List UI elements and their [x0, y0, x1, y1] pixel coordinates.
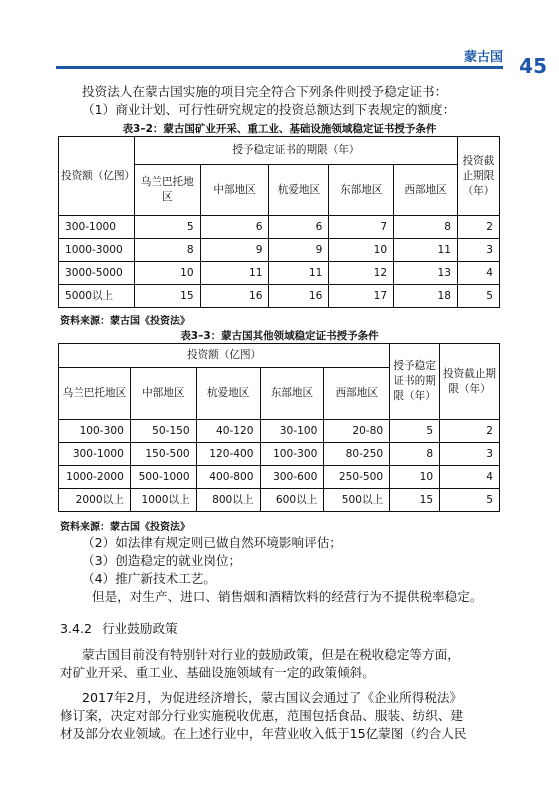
table2-cell: 150-500 — [130, 443, 196, 466]
header-rule — [56, 66, 503, 69]
table2-cell: 2 — [440, 420, 500, 443]
table2-source: 资料来源：蒙古国《投资法》 — [60, 522, 190, 533]
table2-region: 西部地区 — [324, 368, 390, 420]
table1-cell: 16 — [269, 285, 329, 308]
table1-cell: 12 — [329, 262, 394, 285]
table1-region: 乌兰巴托地区 — [134, 165, 200, 216]
table-row — [59, 216, 500, 239]
table2-region: 杭爱地区 — [196, 368, 260, 420]
table1-cell: 3 — [457, 239, 499, 262]
condition-4: （4）推广新技术工艺。 — [82, 571, 216, 586]
table1-cell: 16 — [200, 285, 269, 308]
table2-caption: 表3–3：蒙古国其他领域稳定证书授予条件 — [180, 330, 379, 342]
table2-cell: 2000以上 — [59, 489, 131, 512]
table2-cell: 4 — [440, 466, 500, 489]
table1-region: 杭爱地区 — [269, 165, 329, 216]
table2-cell: 50-150 — [130, 420, 196, 443]
table1-cell: 11 — [394, 239, 458, 262]
table2-cell: 20-80 — [324, 420, 390, 443]
table1-region: 中部地区 — [200, 165, 269, 216]
table1-cell: 6 — [269, 216, 329, 239]
table1-region: 东部地区 — [329, 165, 394, 216]
table1-cell: 11 — [269, 262, 329, 285]
condition-3: （3）创造稳定的就业岗位； — [82, 553, 242, 568]
table2-deadline-header: 投资截止期限（年） — [440, 344, 500, 420]
intro-line-1: 投资法人在蒙古国实施的项目完全符合下列条件则授予稳定证书： — [82, 84, 448, 99]
table1-region: 西部地区 — [394, 165, 458, 216]
table2-cell: 100-300 — [59, 420, 131, 443]
table2-cell: 250-500 — [324, 466, 390, 489]
table2-cell: 30-100 — [260, 420, 324, 443]
table2-cell: 10 — [390, 466, 440, 489]
table2-cell: 600以上 — [260, 489, 324, 512]
table2 — [58, 343, 500, 512]
table1-cell: 9 — [200, 239, 269, 262]
table1-cell: 6 — [200, 216, 269, 239]
table1-invest-header: 投资额（亿图） — [59, 137, 135, 216]
table-row — [59, 489, 500, 512]
table2-period-header: 授予稳定证书的期限（年） — [390, 344, 440, 420]
table1-cell: 17 — [329, 285, 394, 308]
table1-period-header: 授予稳定证书的期限（年） — [134, 137, 457, 165]
table2-cell: 80-250 — [324, 443, 390, 466]
table2-invest-header: 投资额（亿图） — [59, 344, 390, 368]
table1-cell: 10 — [329, 239, 394, 262]
table2-region: 东部地区 — [260, 368, 324, 420]
table1-cell: 300-1000 — [59, 216, 135, 239]
section-title: 行业鼓励政策 — [102, 621, 178, 636]
table-row — [59, 239, 500, 262]
table1-cell: 18 — [394, 285, 458, 308]
table2-cell: 300-600 — [260, 466, 324, 489]
para1-line: 对矿业开采、重工业、基础设施领域有一定的政策倾斜。 — [60, 665, 375, 680]
table1 — [58, 136, 500, 308]
table-row — [59, 420, 500, 443]
para2-line: 材及部分农业领域。在上述行业中，年营业收入低于15亿蒙图（约合人民 — [60, 726, 467, 741]
table1-caption: 表3–2：蒙古国矿业开采、重工业、基础设施领域稳定证书授予条件 — [122, 123, 437, 135]
table2-cell: 1000-2000 — [59, 466, 131, 489]
table1-source: 资料来源：蒙古国《投资法》 — [60, 316, 190, 327]
table2-cell: 40-120 — [196, 420, 260, 443]
table1-cell: 11 — [200, 262, 269, 285]
table1-cell: 5 — [457, 285, 499, 308]
tax-exclusion-note: 但是，对生产、进口、销售烟和酒精饮料的经营行为不提供税率稳定。 — [92, 589, 483, 604]
table1-cell: 15 — [134, 285, 200, 308]
header-title: 蒙古国 — [463, 50, 503, 65]
table2-cell: 5 — [440, 489, 500, 512]
table1-cell: 5 — [134, 216, 200, 239]
table-row — [59, 285, 500, 308]
table1-cell: 5000以上 — [59, 285, 135, 308]
table2-cell: 800以上 — [196, 489, 260, 512]
table1-cell: 10 — [134, 262, 200, 285]
table1-cell: 3000-5000 — [59, 262, 135, 285]
para2-line: 修订案，决定对部分行业实施税收优惠，范围包括食品、服装、纺织、建 — [60, 708, 463, 723]
table-row — [59, 262, 500, 285]
table-row — [59, 443, 500, 466]
table1-cell: 1000-3000 — [59, 239, 135, 262]
table2-cell: 500-1000 — [130, 466, 196, 489]
table1-cell: 8 — [134, 239, 200, 262]
table2-cell: 120-400 — [196, 443, 260, 466]
table1-cell: 8 — [394, 216, 458, 239]
section-number: 3.4.2 — [60, 621, 93, 636]
table2-cell: 3 — [440, 443, 500, 466]
table1-cell: 13 — [394, 262, 458, 285]
table2-cell: 15 — [390, 489, 440, 512]
table1-cell: 4 — [457, 262, 499, 285]
table2-cell: 500以上 — [324, 489, 390, 512]
para2-line: 2017年2月，为促进经济增长，蒙古国议会通过了《企业所得税法》 — [82, 690, 463, 705]
table1-cell: 2 — [457, 216, 499, 239]
table1-cell: 9 — [269, 239, 329, 262]
section-heading — [60, 618, 178, 637]
table2-cell: 1000以上 — [130, 489, 196, 512]
table2-cell: 300-1000 — [59, 443, 131, 466]
page-number: 45 — [519, 54, 547, 78]
intro-line-2: （1）商业计划、可行性研究规定的投资总额达到下表规定的额度： — [82, 102, 456, 117]
table2-region: 乌兰巴托地区 — [59, 368, 131, 420]
table2-cell: 8 — [390, 443, 440, 466]
table2-cell: 5 — [390, 420, 440, 443]
table2-cell: 400-800 — [196, 466, 260, 489]
table2-region: 中部地区 — [130, 368, 196, 420]
table2-cell: 100-300 — [260, 443, 324, 466]
table1-deadline-header: 投资截止期限（年） — [457, 137, 499, 216]
table1-cell: 7 — [329, 216, 394, 239]
condition-2: （2）如法律有规定则已做自然环境影响评估； — [82, 535, 342, 550]
table-row — [59, 466, 500, 489]
para1-line: 蒙古国目前没有特别针对行业的鼓励政策，但是在税收稳定等方面， — [82, 647, 460, 662]
